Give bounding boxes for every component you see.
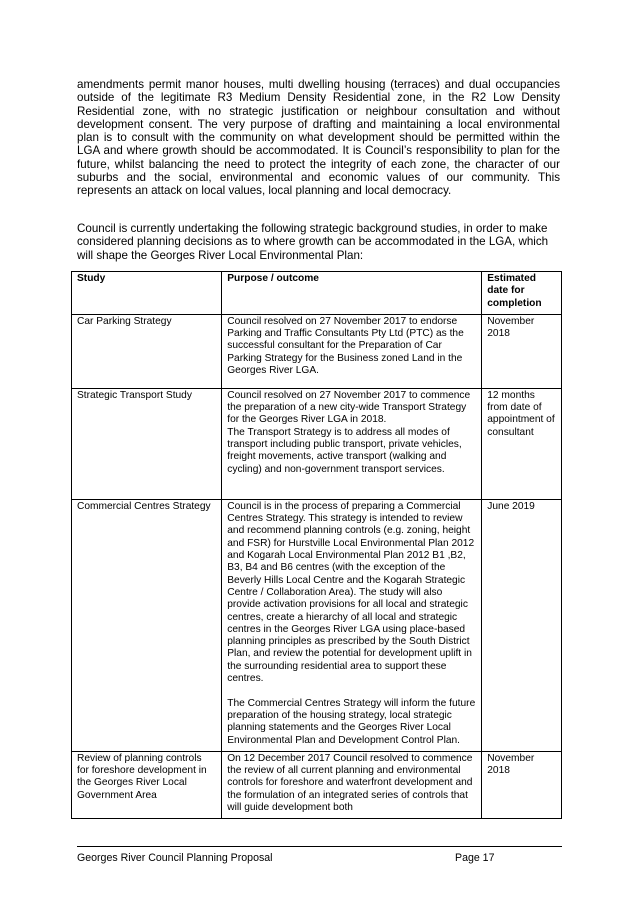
table-row bbox=[72, 499, 562, 751]
study-cell: Strategic Transport Study bbox=[72, 388, 222, 499]
study-cell: Review of planning controls for foreshore development in the Georges River Local Government Area bbox=[72, 751, 222, 818]
date-cell: November 2018 bbox=[482, 751, 562, 818]
intro-paragraph-1: amendments permit manor houses, multi dwelling housing (terraces) and dual occupancies outside of the legitimate R3 Medium Density Residential zone, in the R2 Low Density Residential zone, with no strategic justification or neighbour consultation and without development consent. The very purpose of drafting and maintaining a local environmental plan is to consult with the community on what development should be permitted within the LGA and where growth should be accommodated. It is Council’s responsibility to plan for the future, whilst balancing the need to protect the integrity of each zone, the character of our suburbs and the social, environmental and economic values of our community. This represents an attack on local values, local planning and local democracy. bbox=[77, 78, 560, 198]
paragraph-spacer bbox=[227, 685, 476, 697]
strategic-studies-table bbox=[71, 271, 562, 819]
table-header-row bbox=[72, 272, 562, 315]
intro-paragraph-2: Council is currently undertaking the following strategic background studies, in order to make considered planning decisions as to where growth can be accommodated in the LGA, which will shape the Georges River Local Environmental Plan: bbox=[77, 222, 549, 262]
purpose-cell bbox=[222, 499, 482, 751]
study-cell: Commercial Centres Strategy bbox=[72, 499, 222, 751]
footer-document-title: Georges River Council Planning Proposal bbox=[77, 852, 273, 864]
purpose-cell: Council resolved on 27 November 2017 to endorse Parking and Traffic Consultants Pty Ltd (PTC) as the successful consultant for the Preparation of Car Parking Strategy for the Business zoned Land in the Georges River LGA. bbox=[222, 314, 482, 388]
header-date: Estimated date for completion bbox=[482, 272, 562, 315]
table-row bbox=[72, 751, 562, 818]
purpose-text: Council is in the process of preparing a Commercial Centres Strategy. This strategy is intended to review and recommend planning controls (e.g. zoning, height and FSR) for Hurstville Local Environmental Plan 2012 and Kogarah Local Environmental Plan 2012 B1 ,B2, B3, B4 and B6 centres (with the exception of the Beverly Hills Local Centre and the Kogarah Strategic Centre / Collaboration Area). The study will also provide activation provisions for all local and strategic centres, create a hierarchy of all local and strategic centres in the Georges River LGA using place-based planning principles as prescribed by the South District Plan, and review the potential for development uplift in the surrounding residential area to support these centres. bbox=[227, 500, 475, 685]
date-cell: November 2018 bbox=[482, 314, 562, 388]
purpose-text-continued: The Transport Strategy is to address all modes of transport including public transport, private vehicles, freight movements, active transport (walking and cycling) and non-government transport services. bbox=[227, 426, 462, 475]
study-cell: Car Parking Strategy bbox=[72, 314, 222, 388]
purpose-cell bbox=[222, 388, 482, 499]
table-row bbox=[72, 388, 562, 499]
header-purpose: Purpose / outcome bbox=[222, 272, 482, 315]
date-cell: 12 months from date of appointment of consultant bbox=[482, 388, 562, 499]
purpose-cell: On 12 December 2017 Council resolved to commence the review of all current planning and environmental controls for foreshore and waterfront development and the formulation of an integrated series of controls that will guide development both bbox=[222, 751, 482, 818]
purpose-text: Council resolved on 27 November 2017 to commence the preparation of a new city-wide Transport Strategy for the Georges River LGA in 2018. bbox=[227, 389, 471, 426]
purpose-text-continued: The Commercial Centres Strategy will inform the future preparation of the housing strategy, local strategic planning statements and the Georges River Local Environmental Plan and Development Control Plan. bbox=[227, 697, 476, 746]
footer-page-number: Page 17 bbox=[455, 852, 495, 864]
footer-divider bbox=[77, 846, 562, 847]
date-cell: June 2019 bbox=[482, 499, 562, 751]
table-row bbox=[72, 314, 562, 388]
header-study: Study bbox=[72, 272, 222, 315]
